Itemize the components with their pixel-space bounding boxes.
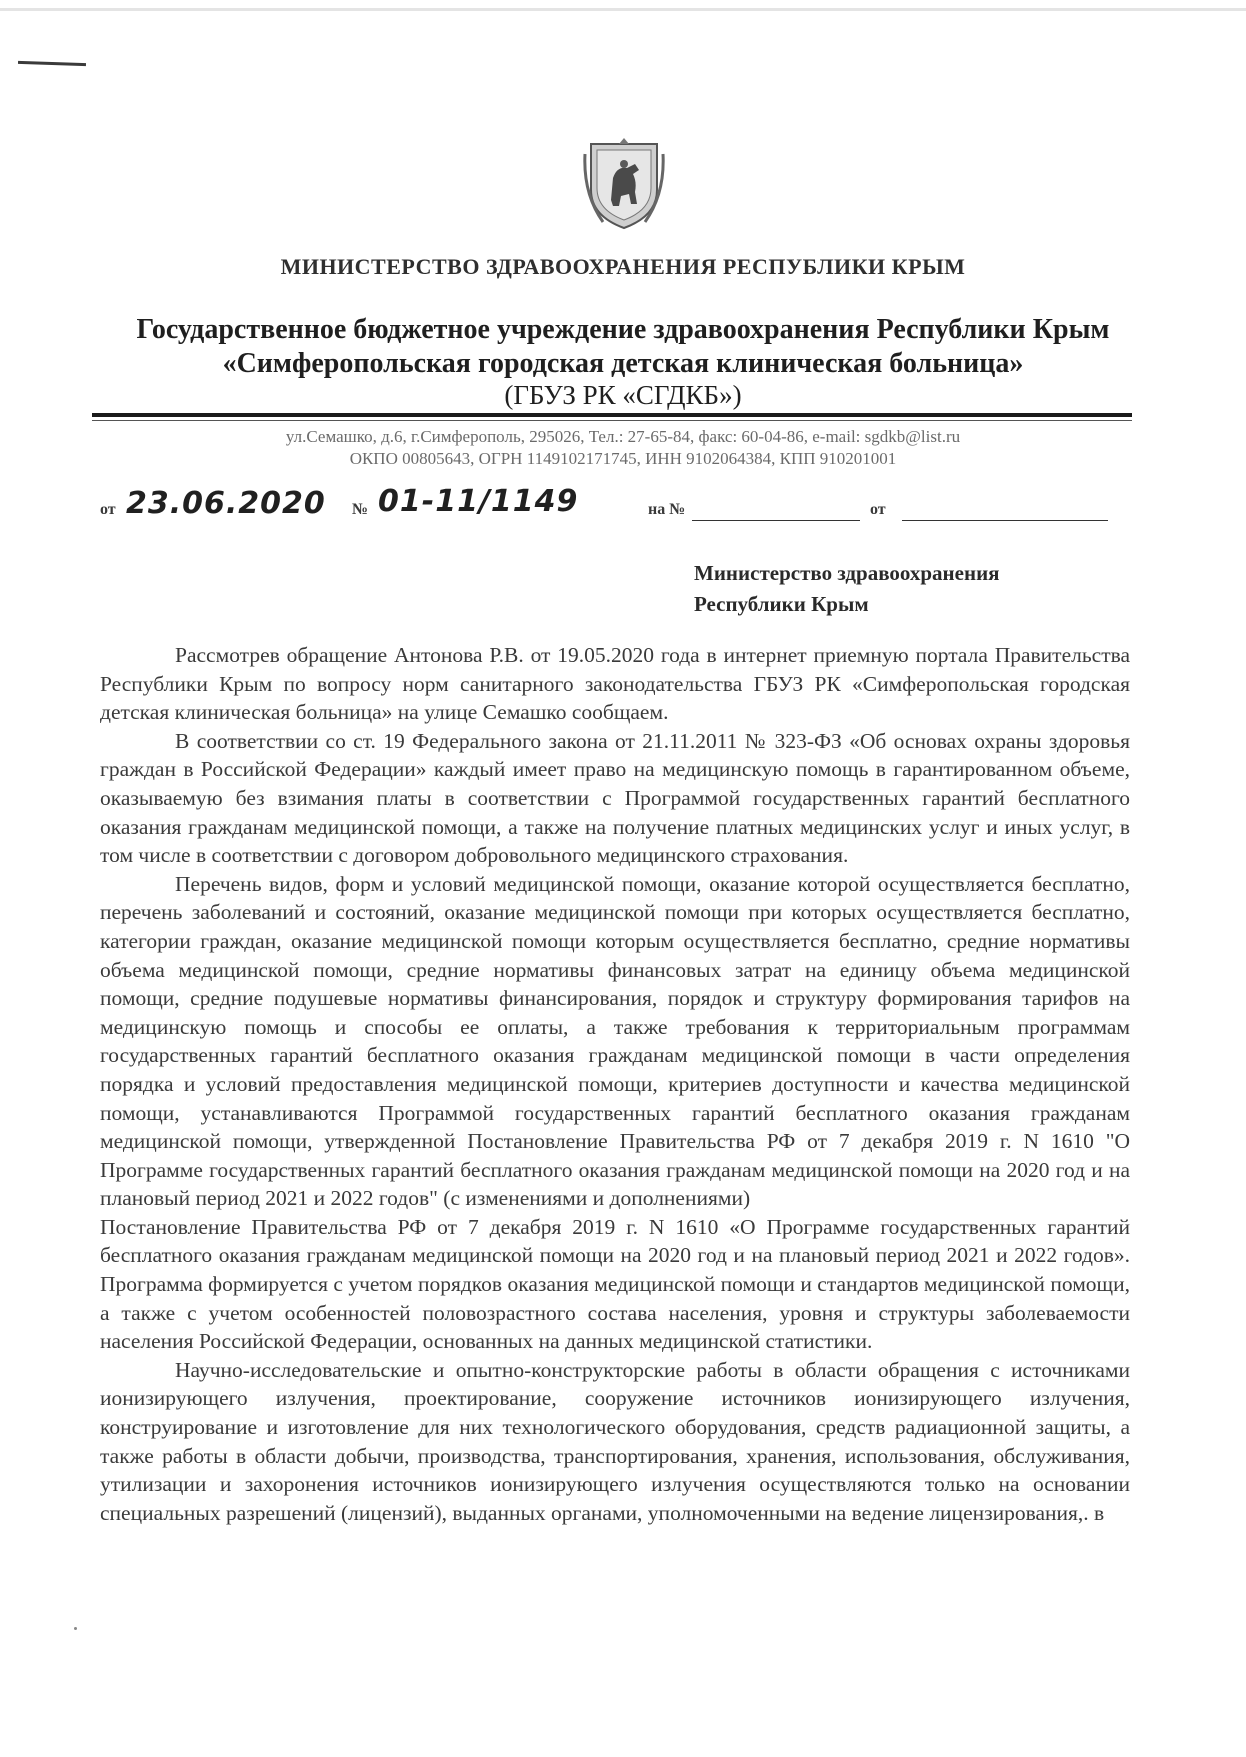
body-paragraph: Постановление Правительства РФ от 7 декабря 2019 г. N 1610 «О Программе государственных гарантий бесплатного оказания гражданам медицинской помощи на 2020 год и на плановый период 2021 и 2022 годов». Программа формируется с учетом порядков оказания медицинской помощи и стандартов медицинской помощи, а также с учетом особенностей половозрастного состава населения, уровня и структуры заболеваемости населения Российской Федерации, основанных на данных медицинской статистики.: [100, 1214, 1130, 1354]
scan-mark: [18, 61, 86, 66]
body-paragraph: Научно-исследовательские и опытно-конструкторские работы в области обращения с источниками ионизирующего излучения, проектирование, сооружение источников ионизирующего излучения, конструирование и изготовление для них технологического оборудования, средств радиационной защиты, а также работы в области добычи, производства, транспортирования, хранения, использования, обслуживания, утилизации и захоронения источников ионизирующего излучения осуществляются только на основании специальных разрешений (лицензий), выданных органами, уполномоченными на ведение лицензирования,. в: [100, 1357, 1130, 1525]
addressee-line-1: Министерство здравоохранения: [694, 561, 1000, 585]
contacts-registration-codes: ОКПО 00805643, ОГРН 1149102171745, ИНН 9102064384, КПП 910201001: [349, 449, 897, 468]
handwritten-date: 23.06.2020: [126, 486, 326, 521]
reply-date-label: от: [870, 501, 886, 518]
number-label: №: [352, 501, 369, 518]
letterhead-rule: [92, 413, 1132, 417]
scan-speck: [74, 1627, 77, 1630]
ministry-title: МИНИСТЕРСТВО ЗДРАВООХРАНЕНИЯ РЕСПУБЛИКИ КРЫМ: [280, 254, 966, 279]
reply-number-label: на №: [648, 501, 686, 518]
body-paragraph: Перечень видов, форм и условий медицинской помощи, оказание которой осуществляется бесплатно, перечень заболеваний и состояний, оказание медицинской помощи при которых осуществляется бесплатно, категории граждан, оказание медицинской помощи которым осуществляется бесплатно, средние нормативы объема медицинской помощи, средние нормативы финансовых затрат на единицу объема медицинской помощи, средние подушевые нормативы финансирования, порядок и структуру формирования тарифов на медицинскую помощь и способы ее оплаты, а также требования к территориальным программам государственных гарантий бесплатного оказания гражданам медицинской помощи в части определения порядка и условий предоставления медицинской помощи, критериев доступности и качества медицинской помощи, устанавливаются Программой государственных гарантий бесплатного оказания гражданам медицинской помощи, утвержденной Постановление Правительства РФ от 7 декабря 2019 г. N 1610 "О Программе государственных гарантий бесплатного оказания гражданам медицинской помощи на 2020 год и на плановый период 2021 и 2022 годов" (с изменениями и дополнениями): [100, 871, 1130, 1211]
body-paragraph: В соответствии со ст. 19 Федерального закона от 21.11.2011 № 323-ФЗ «Об основах охраны здоровья граждан в Российской Федерации» каждый имеет право на медицинскую помощь в гарантированном объеме, оказываемую без взимания платы в соответствии с Программой государственных гарантий бесплатного оказания гражданам медицинской помощи, а также на получение платных медицинских услуг и иных услуг, в том числе в соответствии с договором добровольного медицинского страхования.: [100, 728, 1130, 868]
letterhead-rule-thin: [92, 420, 1132, 421]
addressee-block: [694, 558, 1000, 620]
org-abbreviation: (ГБУЗ РК «СГДКБ»): [504, 380, 742, 410]
contacts-address: ул.Семашко, д.6, г.Симферополь, 295026, Тел.: 27-65-84, факс: 60-04-86, e-mail: sgdkb@list.ru: [285, 427, 961, 446]
registration-row: [100, 484, 1150, 528]
body-paragraph: Рассмотрев обращение Антонова Р.В. от 19.05.2020 года в интернет приемную портала Правительства Республики Крым по вопросу норм санитарного законодательства ГБУЗ РК «Симферопольская городская детская клиническая больница» на улице Семашко сообщаем.: [100, 643, 1130, 725]
reply-date-blank: [902, 500, 1108, 521]
scan-edge-line: [0, 8, 1246, 11]
reply-number-blank: [692, 500, 860, 521]
coat-of-arms-icon: [583, 134, 665, 232]
date-label: от: [100, 501, 116, 518]
org-name-line-2: «Симферопольская городская детская клиническая больница»: [222, 348, 1024, 379]
addressee-line-2: Республики Крым: [694, 592, 869, 616]
letter-body: [100, 641, 1130, 1527]
org-name-line-1: Государственное бюджетное учреждение здравоохранения Республики Крым: [136, 314, 1110, 345]
handwritten-number: 01-11/1149: [378, 484, 579, 519]
